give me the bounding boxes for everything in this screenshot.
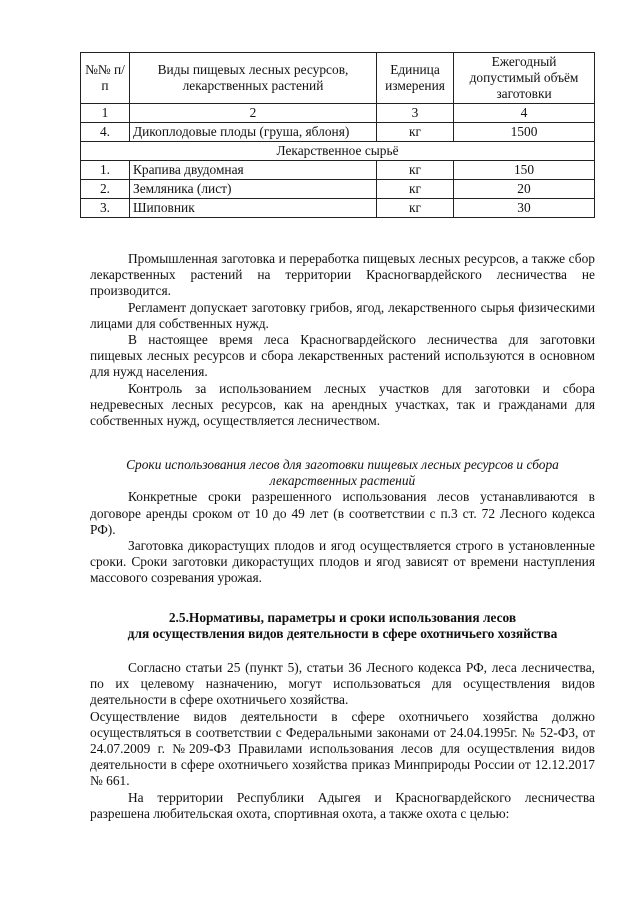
paragraph: Контроль за использованием лесных участков для заготовки и сбора недревесных лесных ресурсов, как на арендных участках, так и гражданами для собственных нужд, осуществляется лесничеством.: [90, 380, 595, 429]
paragraph: В настоящее время леса Красногвардейского лесничества для заготовки пищевых лесных ресурсов и сбора лекарственных растений используются в основном для нужд населения.: [90, 332, 595, 380]
table-header-row: [81, 53, 595, 104]
header-volume: Ежегодный допустимый объём заготовки: [454, 53, 595, 104]
header-unit: Единица измерения: [377, 53, 454, 104]
body-block-1: [90, 251, 595, 429]
row-unit: кг: [377, 123, 454, 142]
row-num: 1.: [81, 161, 130, 180]
row-value: 1500: [454, 123, 595, 142]
row-unit: кг: [377, 161, 454, 180]
table-section-row: [81, 142, 595, 161]
row-name: Шиповник: [130, 199, 377, 218]
section-title-line-2: для осуществления видов деятельности в сфере охотничьего хозяйства: [127, 626, 558, 642]
paragraph: Конкретные сроки разрешенного использования лесов устанавливаются в договоре аренды сроком от 10 до 49 лет (в соответствии с п.3 ст. 72 Лесного кодекса РФ).: [90, 489, 595, 537]
body-block-2: [90, 457, 595, 587]
index-cell: 4: [454, 104, 595, 123]
row-name: Крапива двудомная: [130, 161, 377, 180]
section-title-line-1: 2.5.Нормативы, параметры и сроки использования лесов: [168, 610, 517, 625]
paragraph: Согласно статьи 25 (пункт 5), статьи 36 Лесного кодекса РФ, леса лесничества, по их целевому назначению, могут использоваться для осуществления видов деятельности в сфере охотничьего хозяйства.: [90, 660, 595, 708]
row-value: 150: [454, 161, 595, 180]
row-name: Дикоплодовые плоды (груша, яблоня): [130, 123, 377, 142]
row-num: 2.: [81, 180, 130, 199]
paragraph: Регламент допускает заготовку грибов, ягод, лекарственного сырья физическими лицами для собственных нужд.: [90, 299, 595, 331]
paragraph: На территории Республики Адыгея и Красногвардейского лесничества разрешена любительская охота, спортивная охота, а также охота с целью:: [90, 789, 595, 821]
body-block-3: [90, 610, 595, 642]
index-cell: 1: [81, 104, 130, 123]
table-row: [81, 199, 595, 218]
index-cell: 2: [130, 104, 377, 123]
row-num: 3.: [81, 199, 130, 218]
row-unit: кг: [377, 180, 454, 199]
row-num: 4.: [81, 123, 130, 142]
row-name: Земляника (лист): [130, 180, 377, 199]
body-block-4: [90, 660, 595, 822]
row-unit: кг: [377, 199, 454, 218]
section-italic-heading: Сроки использования лесов для заготовки пищевых лесных ресурсов и сбора лекарственных растений: [126, 457, 559, 489]
paragraph: Промышленная заготовка и переработка пищевых лесных ресурсов, а также сбор лекарственных растений на территории Красногвардейского лесничества не производится.: [90, 251, 595, 299]
row-value: 20: [454, 180, 595, 199]
table-row: [81, 123, 595, 142]
resources-table: [80, 52, 595, 218]
table-row: [81, 161, 595, 180]
section-label: Лекарственное сырьё: [81, 142, 595, 161]
table-row: [81, 180, 595, 199]
header-type: Виды пищевых лесных ресурсов, лекарственных растений: [130, 53, 377, 104]
table-index-row: [81, 104, 595, 123]
row-value: 30: [454, 199, 595, 218]
paragraph: Заготовка дикорастущих плодов и ягод осуществляется строго в установленные сроки. Сроки заготовки дикорастущих плодов и ягод зависят от времени наступления массового созревания урожая.: [90, 538, 595, 586]
paragraph: Осуществление видов деятельности в сфере охотничьего хозяйства должно осуществляться в соответствии с Федеральными законами от 24.04.1995г. № 52-ФЗ, от 24.07.2009 г. №209-ФЗ Правилами использования лесов для осуществления видов деятельности в сфере охотничьего хозяйства приказ Минприроды России от 12.12.2017 № 661.: [90, 708, 595, 789]
index-cell: 3: [377, 104, 454, 123]
header-num: №№ п/п: [81, 53, 130, 104]
